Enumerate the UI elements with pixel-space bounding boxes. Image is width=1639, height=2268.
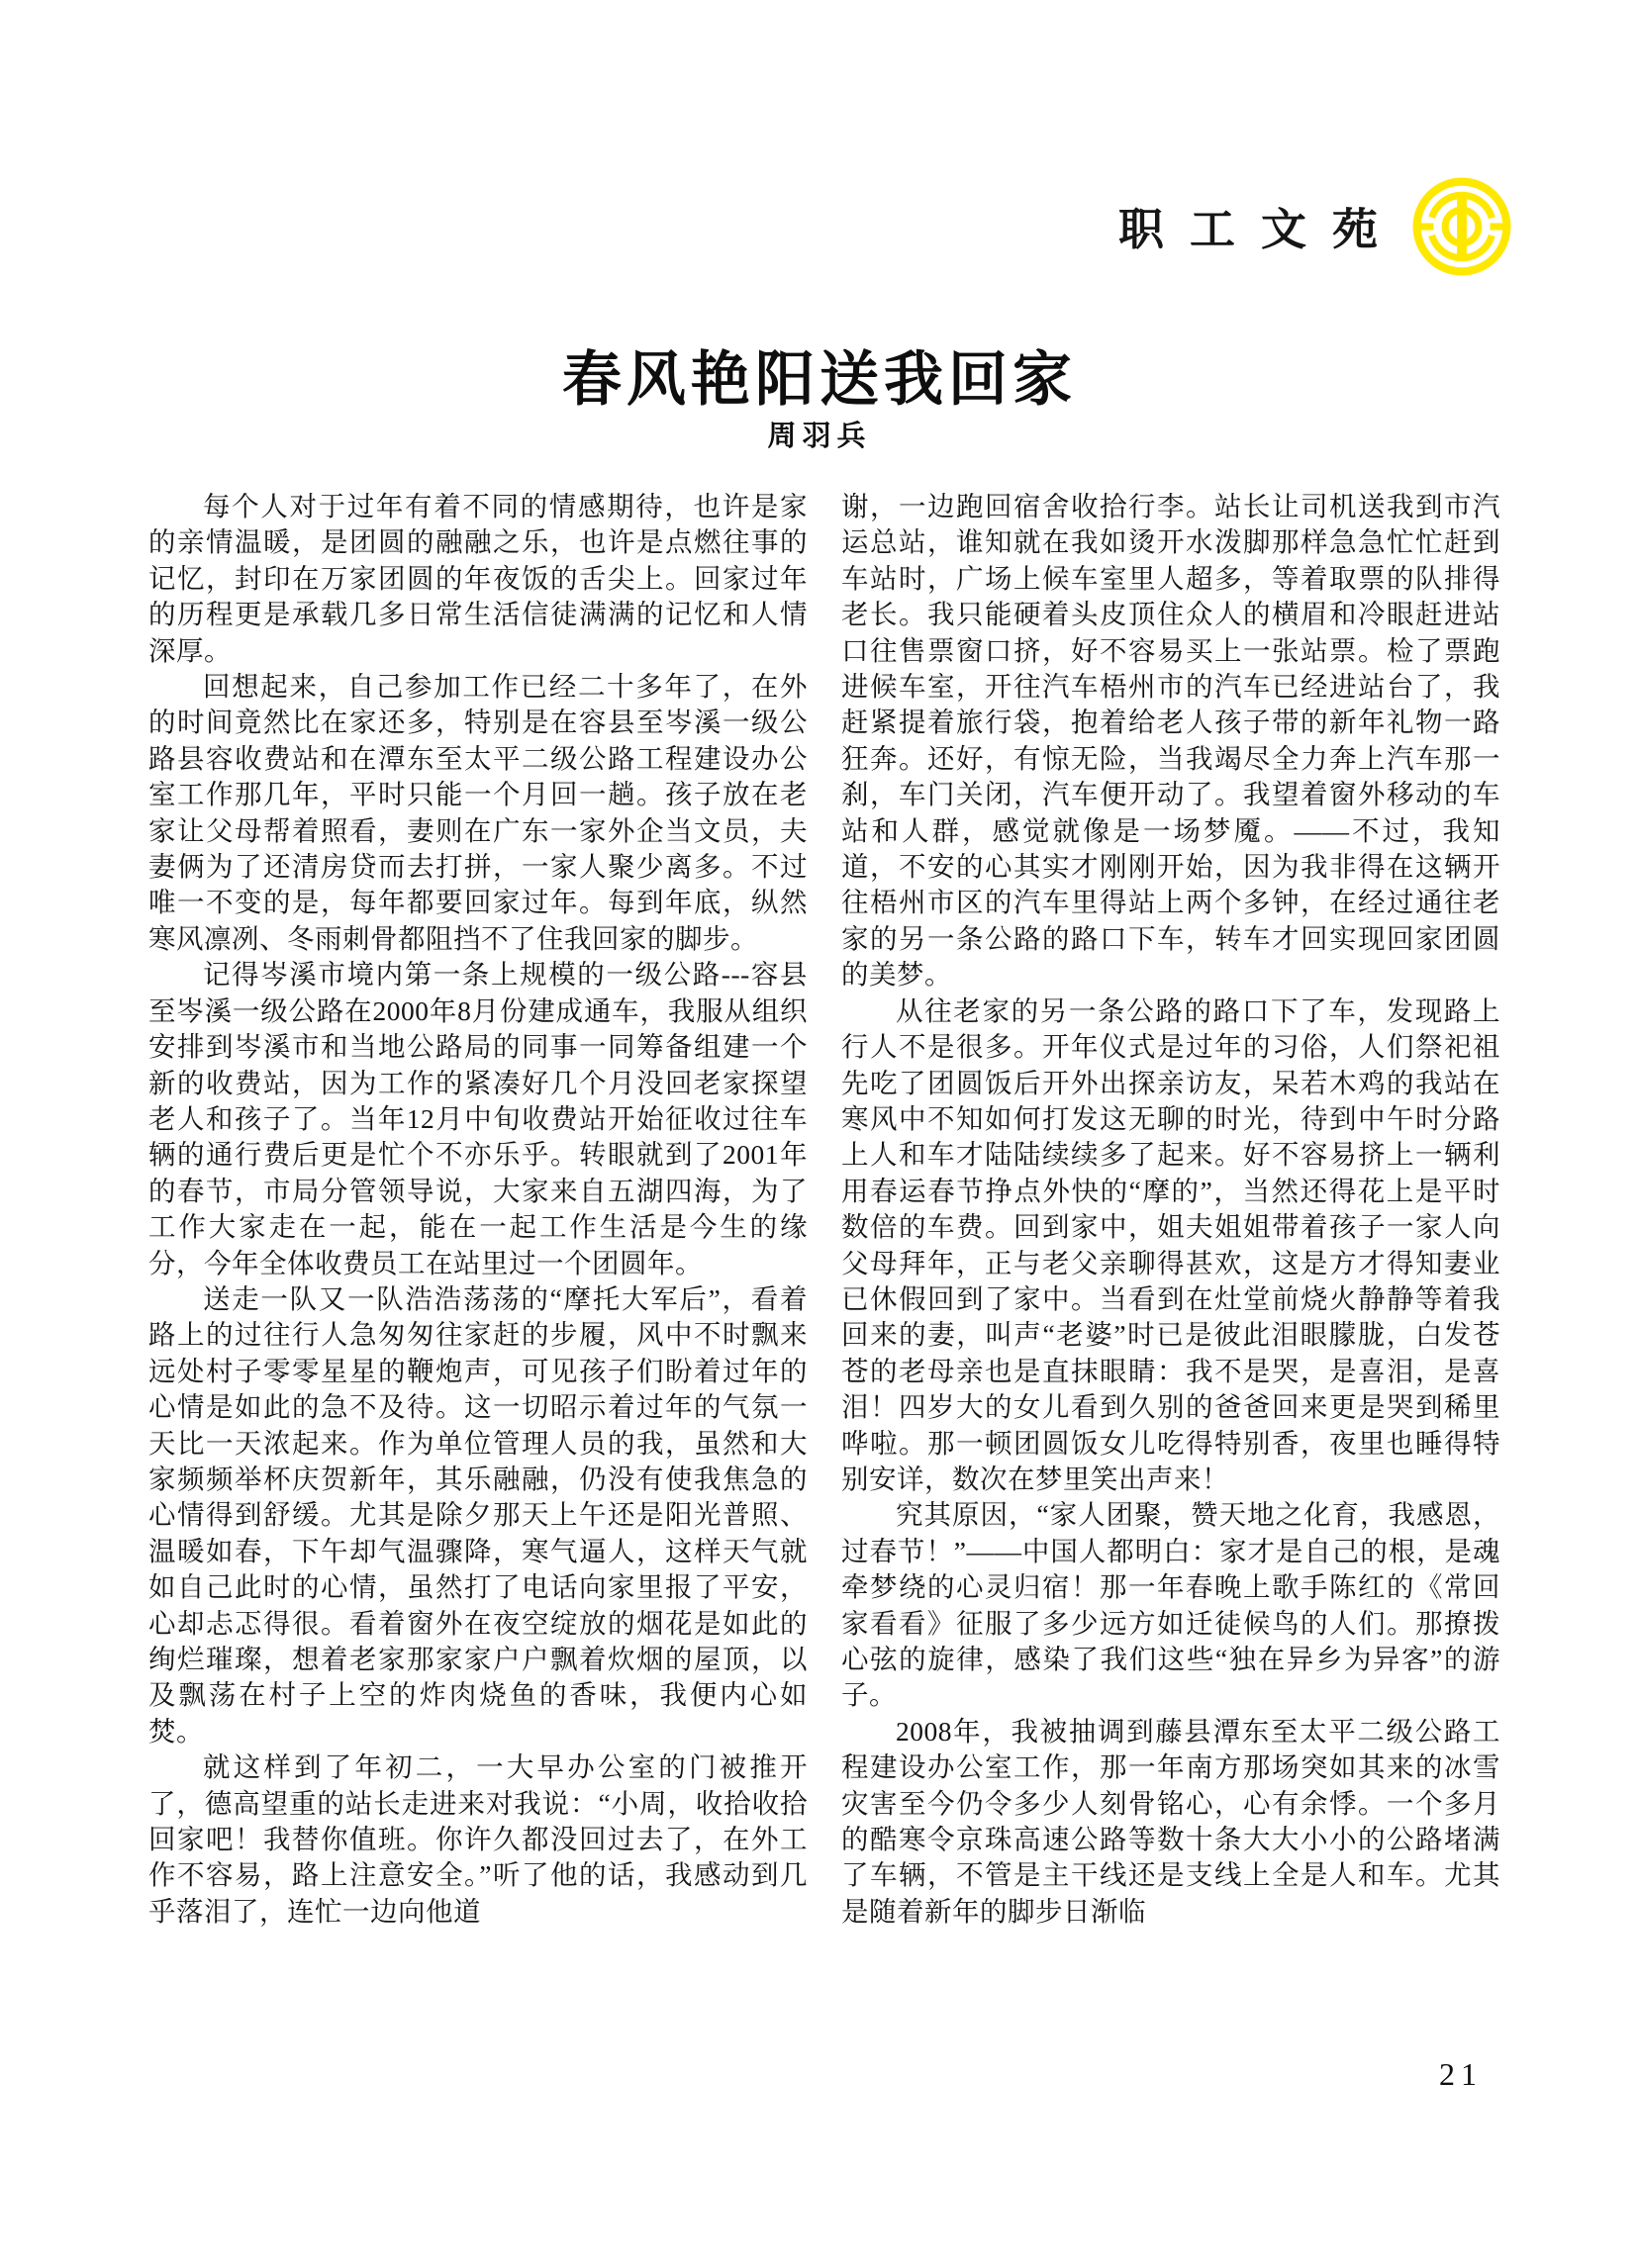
body-paragraph: 就这样到了年初二，一大早办公室的门被推开了，德高望重的站长走进来对我说：“小周，收拾收拾回家吧！我替你值班。你许久都没回过去了，在外工作不容易，路上注意安全。”听了他的话，我感动到几乎落泪了，连忙一边向他道 [148, 1751, 808, 1927]
article-author: 周羽兵 [767, 421, 872, 452]
body-paragraph: 究其原因，“家人团聚，赞天地之化育，我感恩，过春节！”——中国人都明白：家才是自己的根，是魂牵梦绕的心灵归宿！那一年春晚上歌手陈红的《常回家看看》征服了多少远方如迁徒候鸟的人们。那撩拨心弦的旋律，感染了我们这些“独在异乡为异客”的游子。 [841, 1499, 1500, 1711]
article-body [148, 489, 1500, 1930]
body-paragraph: 送走一队又一队浩浩荡荡的“摩托大军后”，看着路上的过往行人急匆匆往家赶的步履，风中不时飘来远处村子零零星星的鞭炮声，可见孩子们盼着过年的心情是如此的急不及待。这一切昭示着过年的气氛一天比一天浓起来。作为单位管理人员的我，虽然和大家频频举杯庆贺新年，其乐融融，仍没有使我焦急的心情得到舒缓。尤其是除夕那天上午还是阳光普照、温暖如春，下午却气温骤降，寒气逼人，这样天气就如自己此时的心情，虽然打了电话向家里报了平安，心却忐忑得很。看着窗外在夜空绽放的烟花是如此的绚烂璀璨，想着老家那家家户户飘着炊烟的屋顶，以及飘荡在村子上空的炸肉烧鱼的香味，我便内心如焚。 [148, 1282, 808, 1747]
section-header [1118, 176, 1512, 277]
article-title: 春风艳阳送我回家 [562, 347, 1077, 414]
right-column [841, 489, 1500, 1930]
body-paragraph: 每个人对于过年有着不同的情感期待，也许是家的亲情温暖，是团圆的融融之乐，也许是点燃往事的记忆，封印在万家团圆的年夜饭的舌尖上。回家过年的历程更是承载几多日常生活信徒满满的记忆和人情深厚。 [148, 491, 808, 666]
body-paragraph: 从往老家的另一条公路的路口下了车，发现路上行人不是很多。开年仪式是过年的习俗，人们祭祀祖先吃了团圆饭后开外出探亲访友，呆若木鸡的我站在寒风中不知如何打发这无聊的时光，待到中午时分路上人和车才陆陆续续多了起来。好不容易挤上一辆利用春运春节挣点外快的“摩的”，当然还得花上是平时数倍的车费。回到家中，姐夫姐姐带着孩子一家人向父母拜年，正与老父亲聊得甚欢，这是方才得知妻业已休假回到了家中。当看到在灶堂前烧火静静等着我回来的妻，叫声“老婆”时已是彼此泪眼朦胧，白发苍苍的老母亲也是直抹眼睛：我不是哭，是喜泪，是喜泪！四岁大的女儿看到久别的爸爸回来更是哭到稀里哗啦。那一顿团圆饭女儿吃得特别香，夜里也睡得特别安详，数次在梦里笑出声来！ [841, 994, 1500, 1494]
section-label: 职工文苑 [1118, 203, 1403, 255]
body-paragraph: 回想起来，自己参加工作已经二十多年了，在外的时间竟然比在家还多，特别是在容县至岑溪一级公路县容收费站和在潭东至太平二级公路工程建设办公室工作那几年，平时只能一个月回一趟。孩子放在老家让父母帮着照看，妻则在广东一家外企当文员，夫妻俩为了还清房贷而去打拼，一家人聚少离多。不过唯一不变的是，每年都要回家过年。每到年底，纵然寒风凛冽、冬雨刺骨都阻挡不了住我回家的脚步。 [148, 671, 808, 954]
body-paragraph: 谢，一边跑回宿舍收拾行李。站长让司机送我到市汽运总站，谁知就在我如烫开水泼脚那样急急忙忙赶到车站时，广场上候车室里人超多，等着取票的队排得老长。我只能硬着头皮顶住众人的横眉和冷眼赶进站口往售票窗口挤，好不容易买上一张站票。检了票跑进候车室，开往汽车梧州市的汽车已经进站台了，我赶紧提着旅行袋，抱着给老人孩子带的新年礼物一路狂奔。还好，有惊无险，当我竭尽全力奔上汽车那一刹，车门关闭，汽车便开动了。我望着窗外移动的车站和人群，感觉就像是一场梦魇。——不过，我知道，不安的心其实才刚刚开始，因为我非得在这辆开往梧州市区的汽车里得站上两个多钟，在经过通往老家的另一条公路的路口下车，转车才回实现回家团圆的美梦。 [841, 491, 1500, 991]
trade-union-logo-icon [1411, 176, 1512, 277]
left-column [148, 489, 808, 1930]
body-paragraph: 记得岑溪市境内第一条上规模的一级公路---容县至岑溪一级公路在2000年8月份建成通车，我服从组织安排到岑溪市和当地公路局的同事一同筹备组建一个新的收费站，因为工作的紧凑好几个月没回老家探望老人和孩子了。当年12月中旬收费站开始征收过往车辆的通行费后更是忙个不亦乐乎。转眼就到了2001年的春节，市局分管领导说，大家来自五湖四海，为了工作大家走在一起，能在一起工作生活是今生的缘分，今年全体收费员工在站里过一个团圆年。 [148, 959, 808, 1278]
page-number: 21 [1439, 2056, 1483, 2092]
body-paragraph: 2008年，我被抽调到藤县潭东至太平二级公路工程建设办公室工作，那一年南方那场突如其来的冰雪灾害至今仍令多少人刻骨铭心，心有余悸。一个多月的酷寒令京珠高速公路等数十条大大小小的公路堵满了车辆，不管是主干线还是支线上全是人和车。尤其是随着新年的脚步日渐临 [841, 1715, 1500, 1927]
